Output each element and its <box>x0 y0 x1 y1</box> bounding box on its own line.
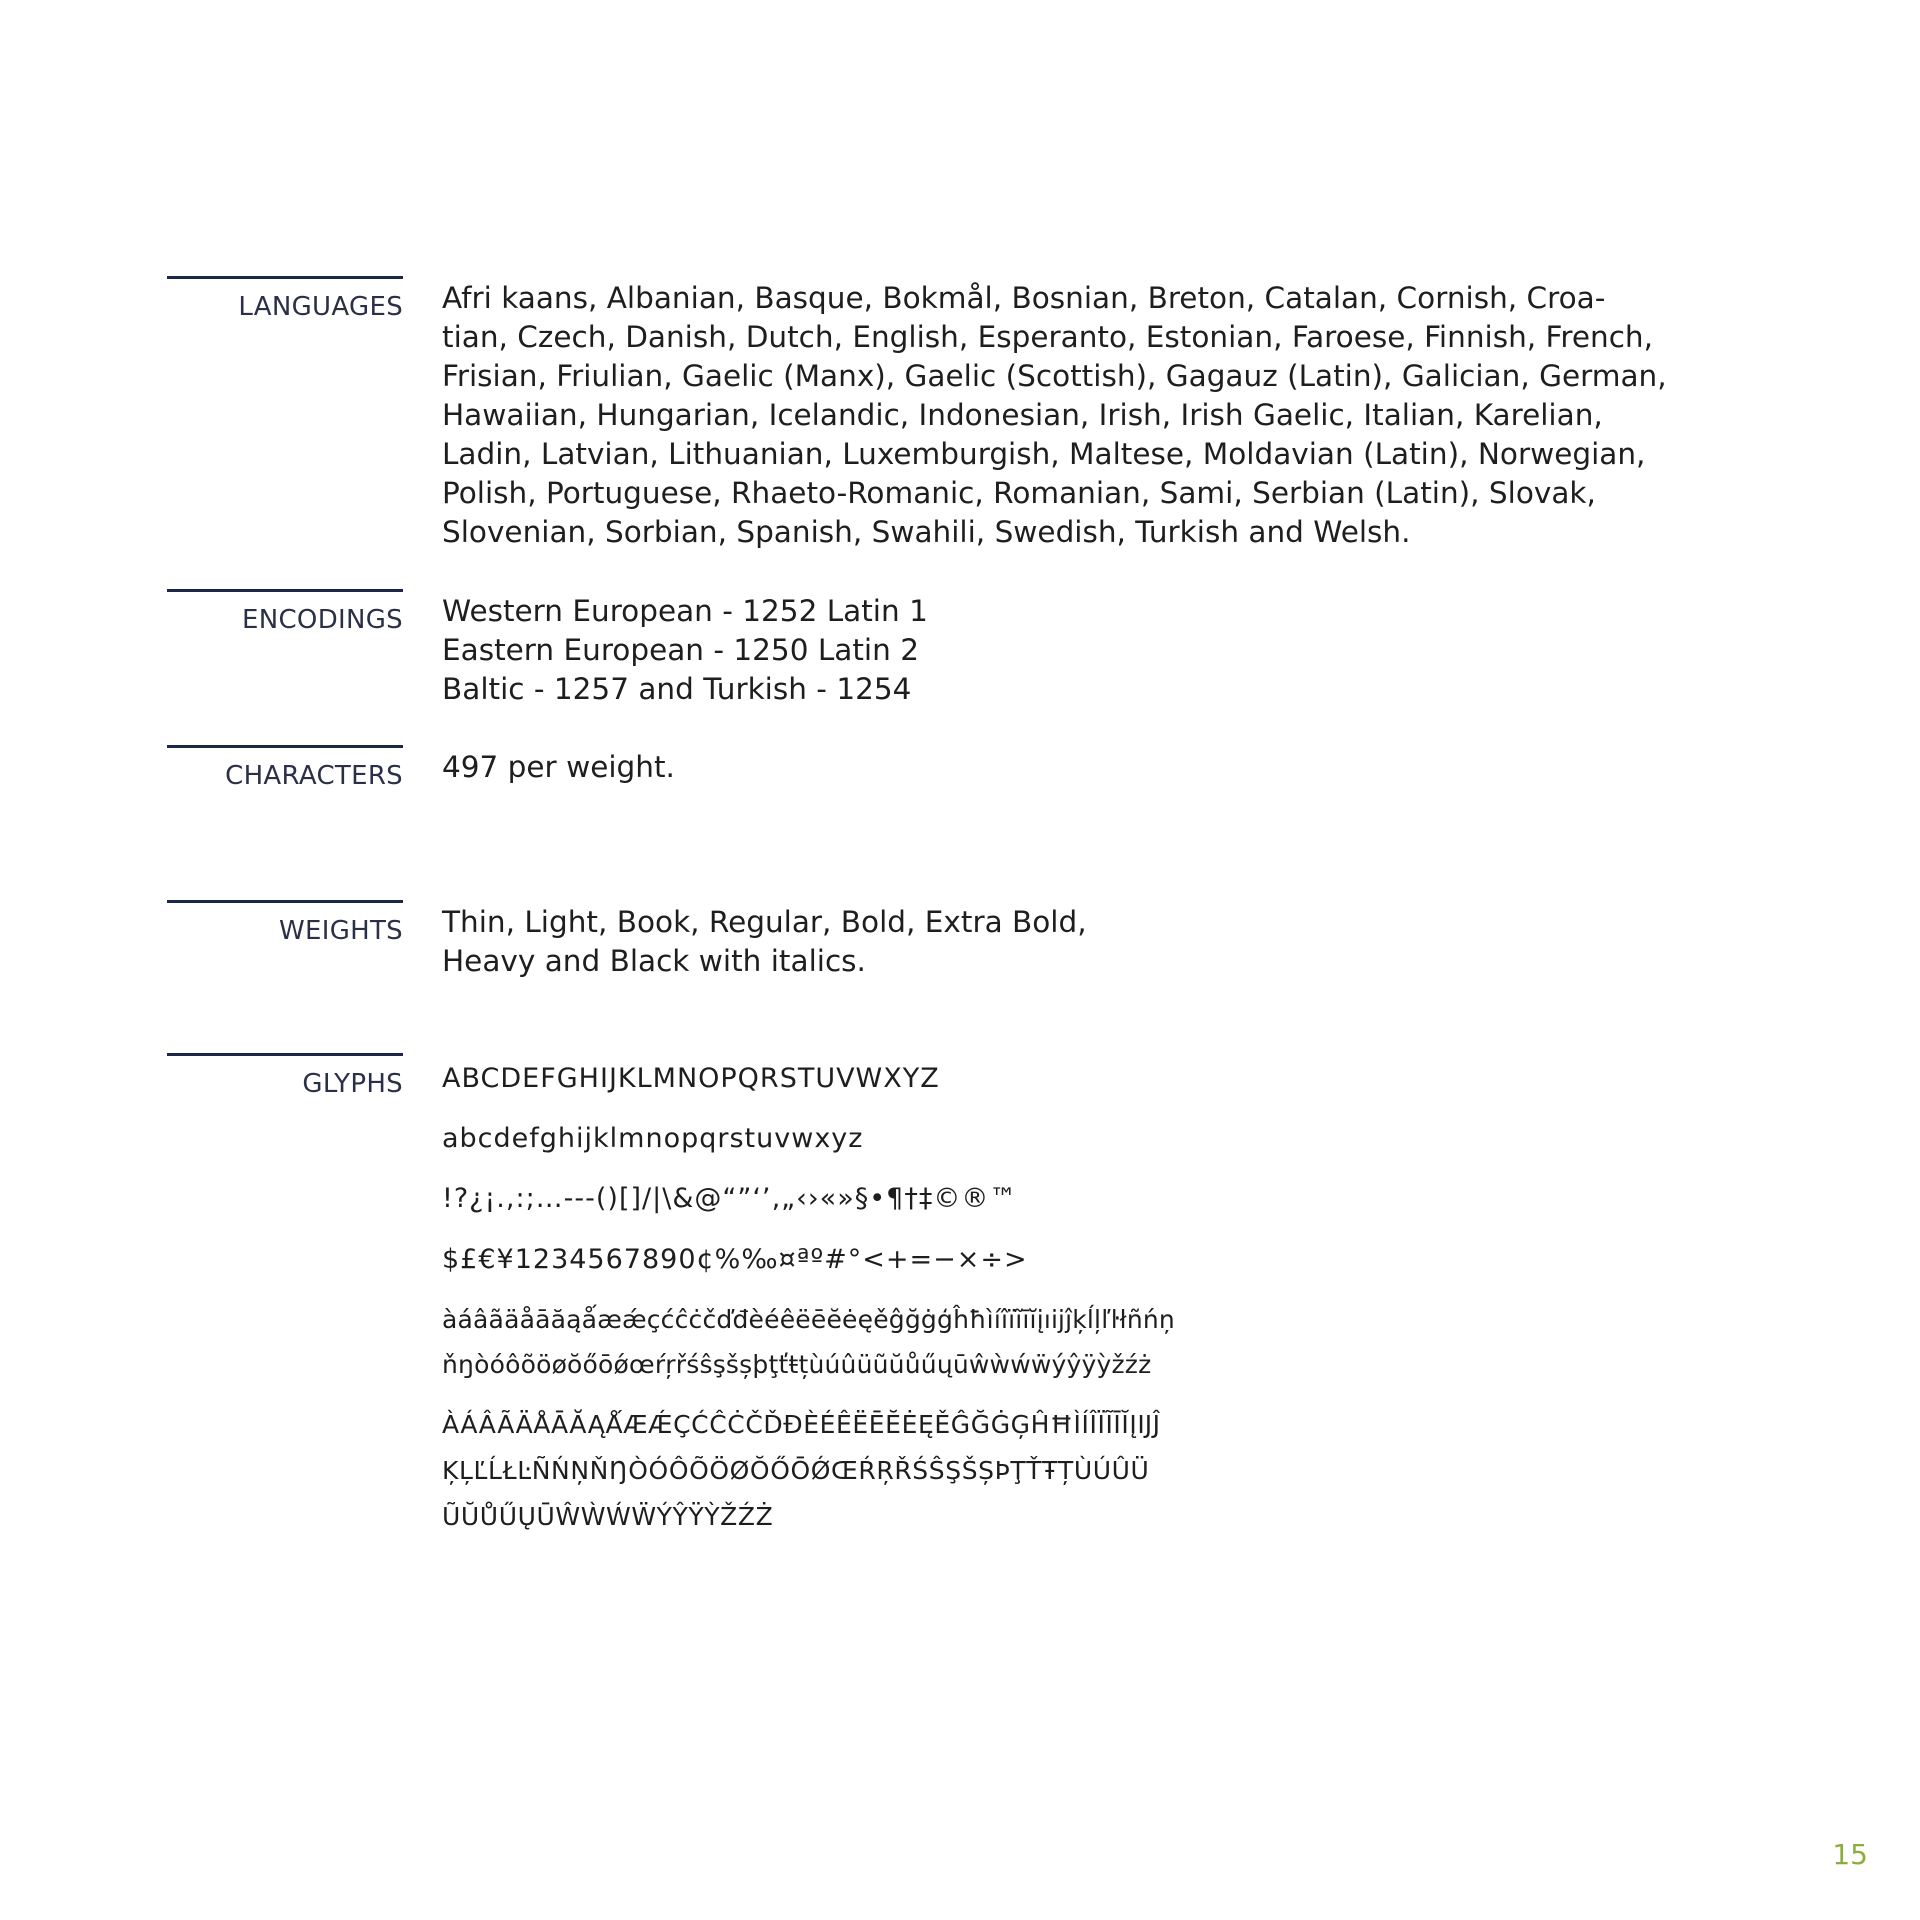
encoding-line: Western European - 1252 Latin 1 <box>442 594 928 628</box>
section-rule <box>167 900 403 903</box>
glyphs-accented-lower: àáâãäåāăąǻæǽçćĉċčďđèéêëēĕėęěĝğġģĥħìíîïĩīĭįıĳĵķĺļľŀłñńņ <box>442 1305 1175 1334</box>
glyphs-accented-lower: ňŋòóôõöøŏőōǿœŕŗřśŝşšșþţťŧțùúûüũŭůűųūŵẁẃẅýŷÿỳžźż <box>442 1350 1152 1379</box>
glyphs-lowercase: abcdefghijklmnopqrstuvwxyz <box>442 1123 864 1154</box>
characters-value: 497 per weight. <box>442 750 675 784</box>
encoding-line: Baltic - 1257 and Turkish - 1254 <box>442 672 912 706</box>
languages-label: LANGUAGES <box>238 292 403 322</box>
weights-line: Thin, Light, Book, Regular, Bold, Extra Bold, <box>442 905 1087 939</box>
encodings-list <box>442 592 1582 709</box>
weights-list <box>442 903 1582 981</box>
glyphs-figures: $£€¥1234567890¢%‰¤ªº#°<+=−×÷> <box>442 1244 1028 1275</box>
weights-line: Heavy and Black with italics. <box>442 944 866 978</box>
encodings-label: ENCODINGS <box>242 605 403 635</box>
languages-line: tian, Czech, Danish, Dutch, English, Esperanto, Estonian, Faroese, Finnish, French, <box>442 320 1653 354</box>
glyphs-uppercase: ABCDEFGHIJKLMNOPQRSTUVWXYZ <box>442 1063 940 1094</box>
characters-label: CHARACTERS <box>225 761 403 791</box>
section-rule <box>167 745 403 748</box>
glyphs-accented-upper: ŨŬŮŰŲŪŴẀẂẄÝŶŸỲŽŹŻ <box>442 1502 774 1531</box>
page-number: 15 <box>1832 1838 1868 1871</box>
languages-line: Polish, Portuguese, Rhaeto-Romanic, Romanian, Sami, Serbian (Latin), Slovak, <box>442 476 1596 510</box>
languages-line: Frisian, Friulian, Gaelic (Manx), Gaelic (Scottish), Gagauz (Latin), Galician, German, <box>442 359 1667 393</box>
section-rule <box>167 589 403 592</box>
encoding-line: Eastern European - 1250 Latin 2 <box>442 633 919 667</box>
languages-list <box>442 279 1667 552</box>
languages-line: Afri kaans, Albanian, Basque, Bokmål, Bosnian, Breton, Catalan, Cornish, Croa- <box>442 281 1606 315</box>
section-rule <box>167 276 403 279</box>
characters-text <box>442 748 1582 787</box>
glyphs-label: GLYPHS <box>302 1069 403 1099</box>
glyphs-accented-upper: ĶĻĽĹŁĿÑŃŅŇŊÒÓÔÕÖØŎŐŌǾŒŔŖŘŚŜŞŠȘÞŢŤŦȚÙÚÛÜ <box>442 1456 1150 1485</box>
languages-line: Ladin, Latvian, Lithuanian, Luxemburgish, Maltese, Moldavian (Latin), Norwegian, <box>442 437 1646 471</box>
languages-line: Hawaiian, Hungarian, Icelandic, Indonesian, Irish, Irish Gaelic, Italian, Karelian, <box>442 398 1603 432</box>
weights-label: WEIGHTS <box>279 916 403 946</box>
section-rule <box>167 1053 403 1056</box>
glyphs-accented-upper: ÀÁÂÃÄÅĀĂĄǺÆǼÇĆĈĊČĎĐÈÉÊËĒĔĖĘĚĜĞĠĢĤĦÌÍÎÏĨĪĬĮĲĴ <box>442 1410 1161 1439</box>
languages-line: Slovenian, Sorbian, Spanish, Swahili, Swedish, Turkish and Welsh. <box>442 515 1411 549</box>
glyphs-punctuation: !?¿¡.,:;…---()[]/|\&@“”‘’‚„‹›«»§•¶†‡©®™ <box>442 1183 1018 1214</box>
